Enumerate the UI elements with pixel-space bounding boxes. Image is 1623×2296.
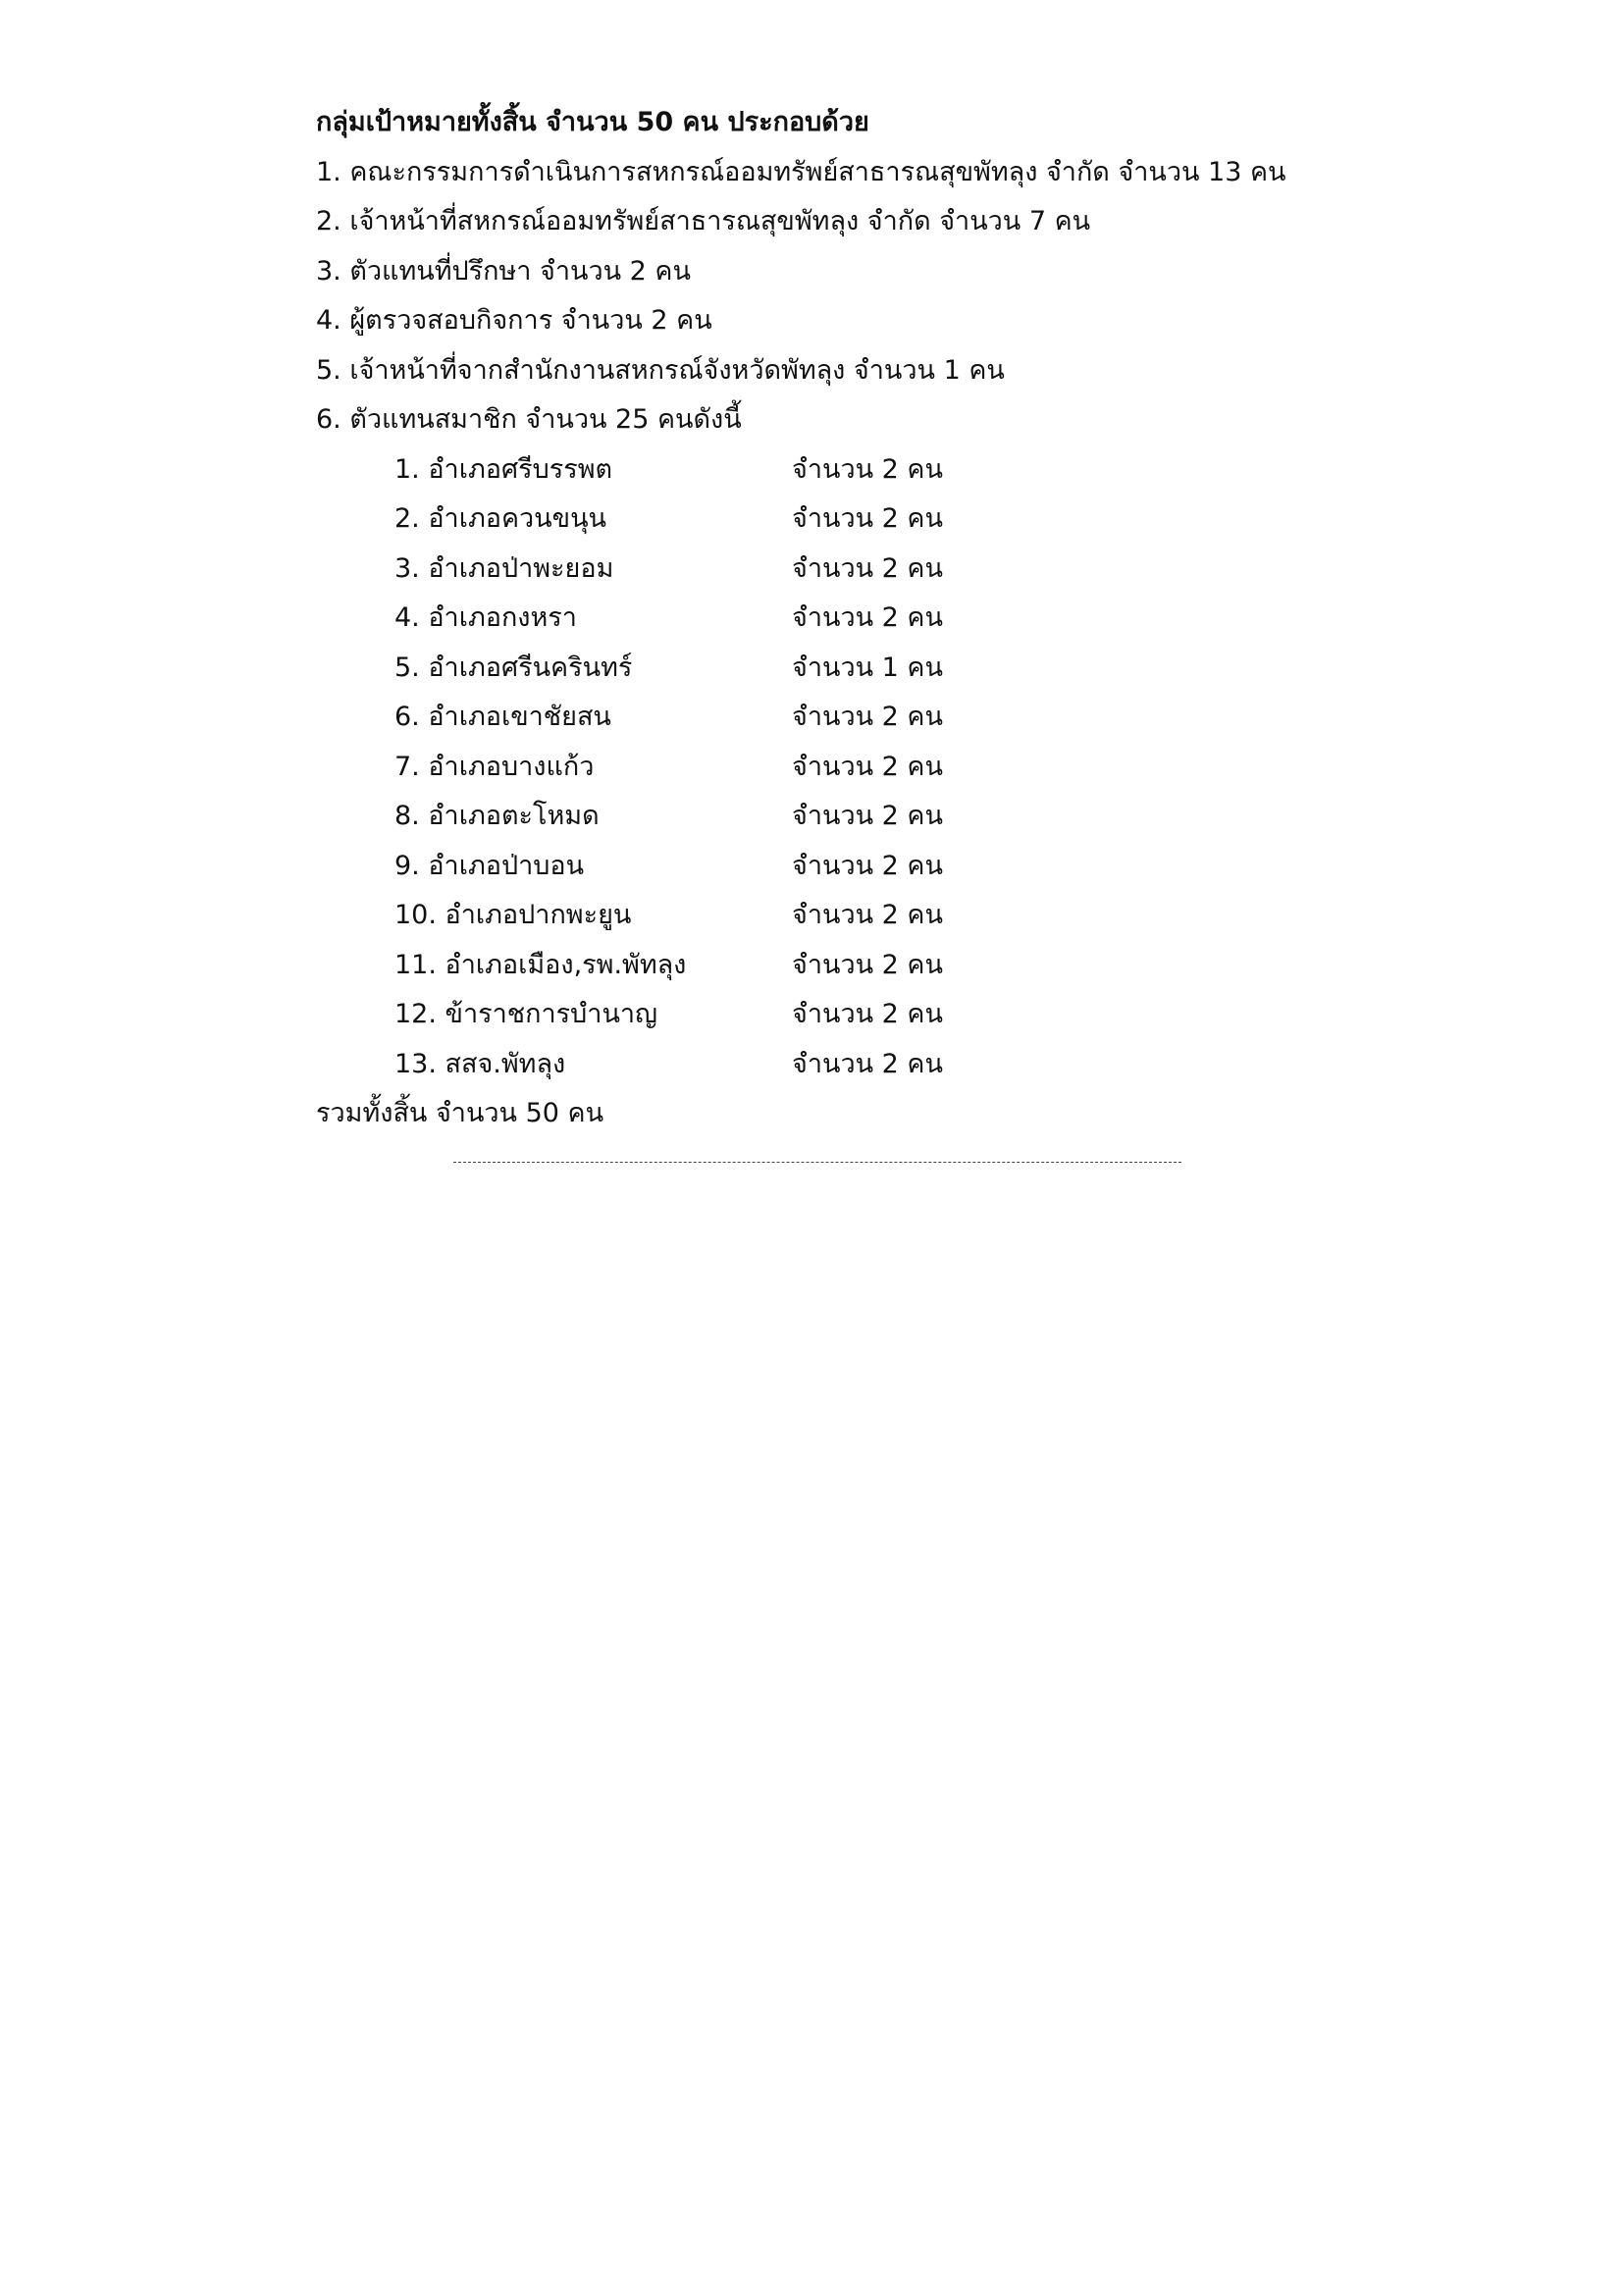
district-count: จำนวน 2 คน (792, 801, 943, 831)
list-item (316, 743, 1395, 793)
district-count: จำนวน 2 คน (792, 702, 943, 732)
main-item-1: 1. คณะกรรมการดำเนินการสหกรณ์ออมทรัพย์สาธารณสุขพัทลุง จำกัด จำนวน 13 คน (316, 156, 1286, 187)
district-name: 11. อำเภอเมือง,รพ.พัทลุง (394, 949, 687, 980)
list-item (316, 941, 1395, 991)
district-count: จำนวน 2 คน (792, 999, 943, 1029)
district-count: จำนวน 2 คน (792, 850, 943, 881)
member-representatives-list (316, 445, 1395, 1090)
district-count: จำนวน 2 คน (792, 949, 943, 980)
district-name: 1. อำเภอศรีบรรพต (394, 453, 613, 485)
document-body (316, 98, 1395, 1139)
district-count: จำนวน 2 คน (792, 900, 943, 930)
list-item (316, 545, 1395, 595)
target-group-heading: กลุ่มเป้าหมายทั้งสิ้น จำนวน 50 คน ประกอบด้วย (316, 107, 869, 137)
list-item (316, 445, 1395, 496)
district-count: จำนวน 2 คน (792, 751, 943, 782)
list-item (316, 495, 1395, 545)
grand-total: รวมทั้งสิ้น จำนวน 50 คน (316, 1098, 604, 1128)
main-item-2: 2. เจ้าหน้าที่สหกรณ์ออมทรัพย์สาธารณสุขพัทลุง จำกัด จำนวน 7 คน (316, 206, 1091, 236)
district-name: 2. อำเภอควนขนุน (394, 503, 607, 534)
list-item (316, 693, 1395, 743)
main-item-6: 6. ตัวแทนสมาชิก จำนวน 25 คนดังนี้ (316, 404, 742, 435)
list-item (316, 891, 1395, 941)
district-name: 3. อำเภอป่าพะยอม (394, 552, 614, 584)
district-count: จำนวน 2 คน (792, 602, 943, 633)
district-name: 4. อำเภอกงหรา (394, 602, 577, 633)
district-name: 7. อำเภอบางแก้ว (394, 751, 595, 782)
list-item (316, 990, 1395, 1040)
district-name: 12. ข้าราชการบำนาญ (394, 999, 658, 1029)
district-name: 13. สสจ.พัทลุง (394, 1048, 566, 1079)
district-name: 9. อำเภอป่าบอน (394, 850, 585, 881)
district-name: 10. อำเภอปากพะยูน (394, 900, 632, 930)
district-name: 8. อำเภอตะโหมด (394, 801, 600, 831)
list-item (316, 644, 1395, 694)
district-name: 5. อำเภอศรีนครินทร์ (394, 652, 633, 683)
list-item (316, 1040, 1395, 1090)
main-item-3: 3. ตัวแทนที่ปรึกษา จำนวน 2 คน (316, 255, 691, 287)
end-divider (453, 1162, 1181, 1163)
list-item (316, 594, 1395, 644)
district-count: จำนวน 2 คน (792, 552, 943, 584)
list-item (316, 792, 1395, 842)
district-name: 6. อำเภอเขาชัยสน (394, 702, 611, 732)
district-count: จำนวน 2 คน (792, 503, 943, 534)
district-count: จำนวน 1 คน (792, 652, 943, 683)
list-item (316, 842, 1395, 892)
district-count: จำนวน 2 คน (792, 1048, 943, 1079)
main-item-4: 4. ผู้ตรวจสอบกิจการ จำนวน 2 คน (316, 305, 712, 336)
district-count: จำนวน 2 คน (792, 453, 943, 485)
main-item-5: 5. เจ้าหน้าที่จากสำนักงานสหกรณ์จังหวัดพัทลุง จำนวน 1 คน (316, 354, 1005, 386)
